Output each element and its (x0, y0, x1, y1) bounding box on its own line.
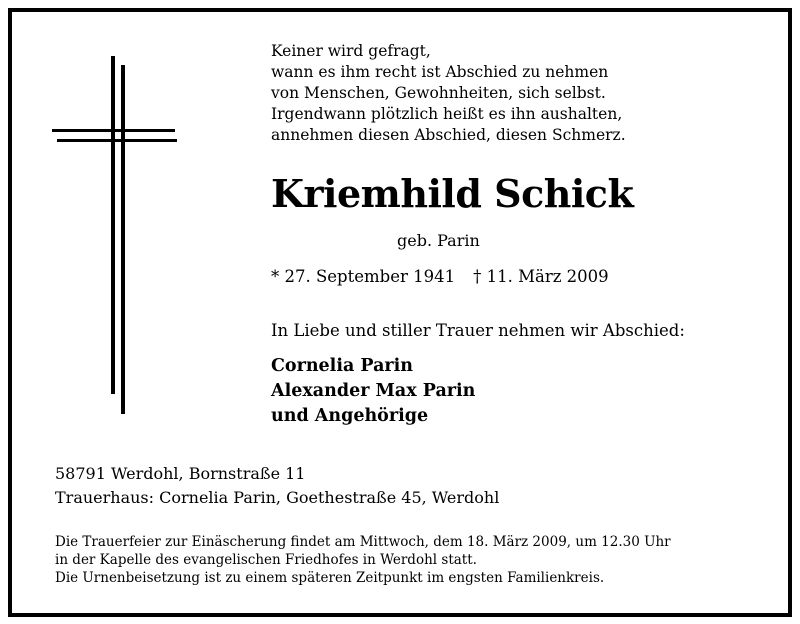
notice-line: in der Kapelle des evangelischen Friedhofes in Werdohl statt. (55, 552, 477, 568)
maiden-name: geb. Parin (397, 231, 480, 250)
notice-line: Die Urnenbeisetzung ist zu einem späteren Zeitpunkt im engsten Familienkreis. (55, 570, 605, 586)
poem-line: wann es ihm recht ist Abschied zu nehmen (271, 63, 609, 81)
poem-line: annehmen diesen Abschied, diesen Schmerz. (271, 126, 626, 144)
address-block (55, 462, 499, 510)
poem (271, 41, 751, 146)
poem-line: von Menschen, Gewohnheiten, sich selbst. (271, 84, 606, 102)
cross-vertical-right (121, 65, 125, 414)
deceased-name: Kriemhild Schick (271, 171, 634, 216)
death-date: † 11. März 2009 (473, 267, 609, 286)
address-line: Trauerhaus: Cornelia Parin, Goethestraße 45, Werdohl (55, 488, 500, 507)
poem-line: Keiner wird gefragt, (271, 42, 431, 60)
poem-line: Irgendwann plötzlich heißt es ihn aushalten, (271, 105, 623, 123)
mourner-name: und Angehörige (271, 406, 429, 426)
cross-horizontal-bottom (57, 139, 177, 142)
life-dates (271, 265, 609, 289)
address-line: 58791 Werdohl, Bornstraße 11 (55, 464, 306, 483)
funeral-notice (55, 533, 671, 587)
cross-horizontal-top (52, 129, 175, 132)
mourners-list (271, 354, 475, 429)
cross-vertical-left (111, 56, 115, 394)
birth-date: * 27. September 1941 (271, 267, 456, 286)
farewell-text: In Liebe und stiller Trauer nehmen wir Abschied: (271, 321, 685, 340)
mourner-name: Cornelia Parin (271, 356, 414, 376)
obituary-frame (8, 8, 792, 617)
mourner-name: Alexander Max Parin (271, 381, 476, 401)
notice-line: Die Trauerfeier zur Einäscherung findet am Mittwoch, dem 18. März 2009, um 12.30 Uhr (55, 534, 671, 550)
